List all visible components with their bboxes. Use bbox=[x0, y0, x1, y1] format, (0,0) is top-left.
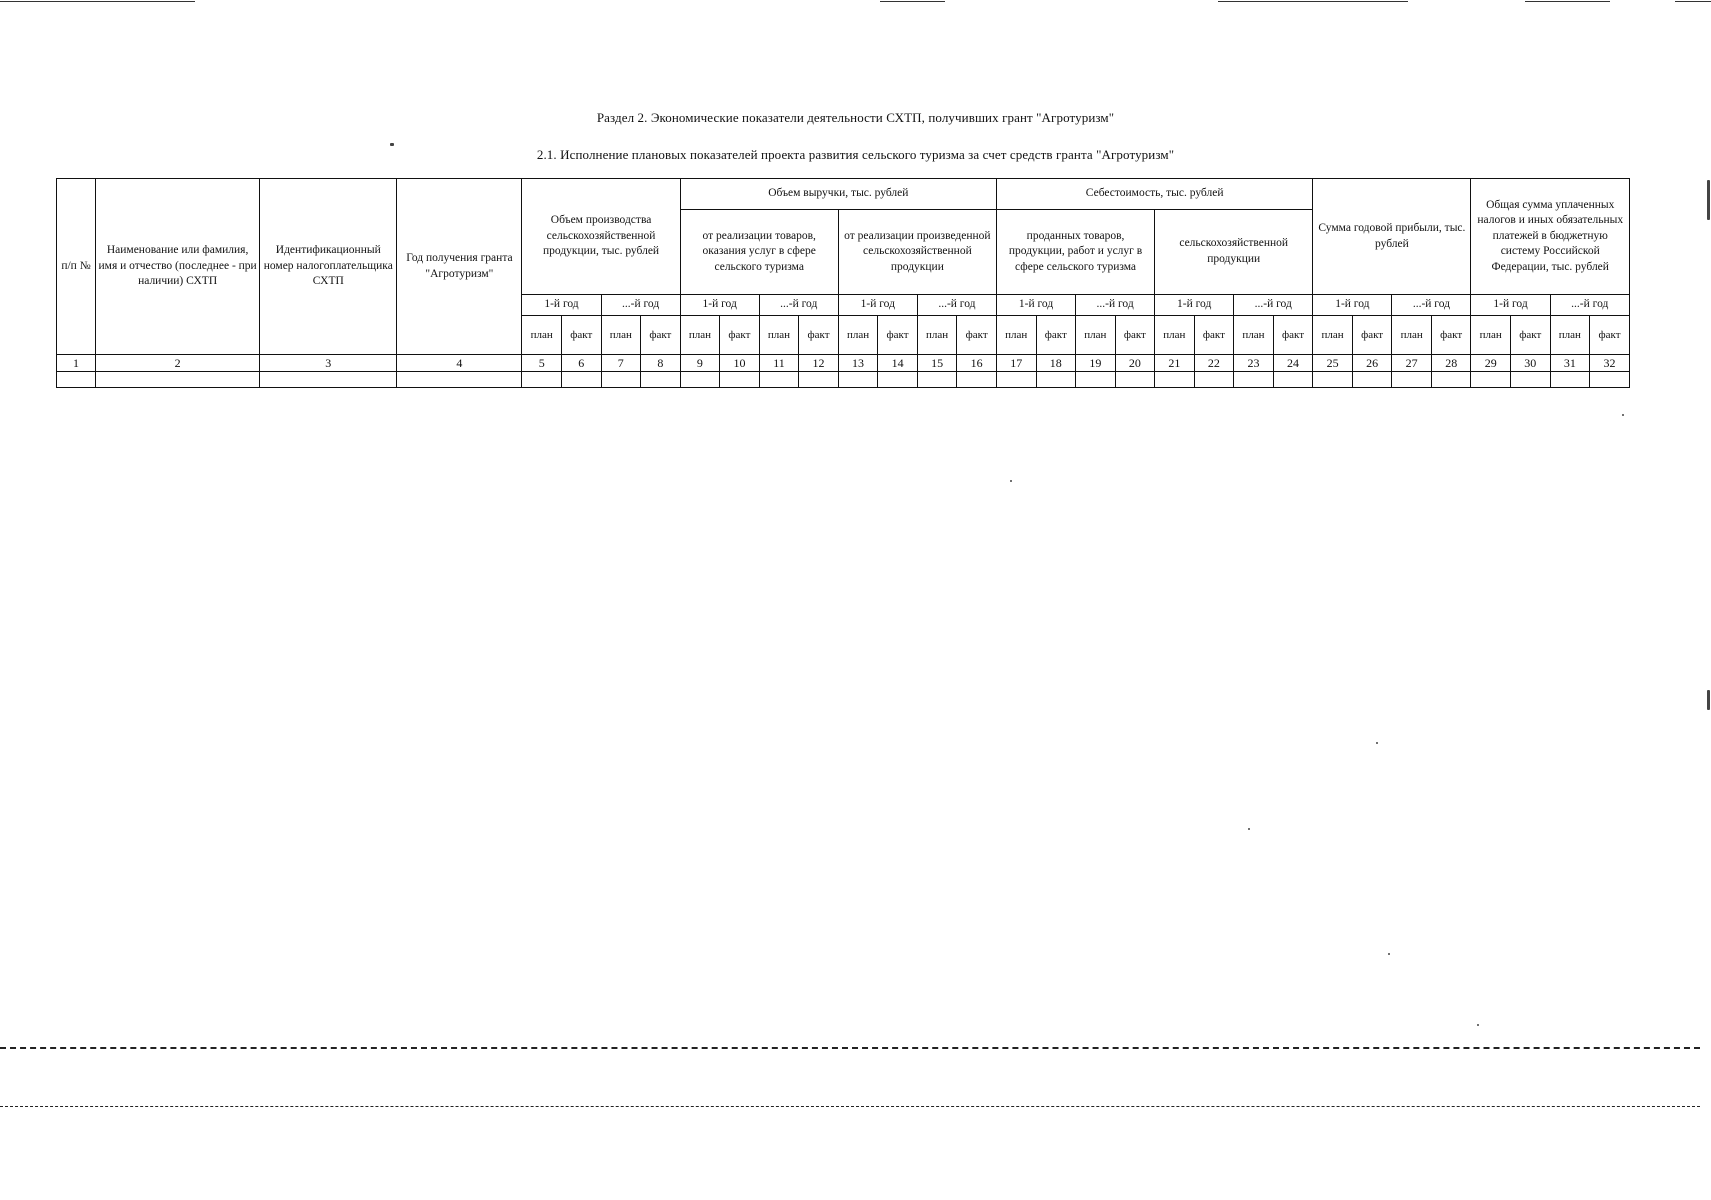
scan-artifact bbox=[0, 1, 195, 2]
empty-data-row bbox=[57, 372, 1630, 388]
empty-cell bbox=[57, 372, 96, 388]
scan-artifact bbox=[0, 1047, 1700, 1049]
empty-cell bbox=[1352, 372, 1392, 388]
column-number: 10 bbox=[720, 355, 760, 372]
year-header: ...-й год bbox=[759, 295, 838, 316]
empty-cell bbox=[1550, 372, 1590, 388]
empty-cell bbox=[917, 372, 957, 388]
plan-header: план bbox=[1392, 316, 1432, 355]
empty-cell bbox=[799, 372, 839, 388]
plan-header: план bbox=[1471, 316, 1511, 355]
fact-header: факт bbox=[562, 316, 602, 355]
empty-cell bbox=[96, 372, 260, 388]
column-number: 2 bbox=[96, 355, 260, 372]
column-number: 28 bbox=[1431, 355, 1471, 372]
column-number: 16 bbox=[957, 355, 997, 372]
header-revenue: Объем выручки, тыс. рублей bbox=[680, 179, 996, 210]
column-number: 13 bbox=[838, 355, 878, 372]
scan-artifact bbox=[1622, 414, 1624, 416]
scan-artifact bbox=[1388, 953, 1390, 955]
year-header: ...-й год bbox=[1550, 295, 1629, 316]
fact-header: факт bbox=[1511, 316, 1551, 355]
column-number: 19 bbox=[1076, 355, 1116, 372]
scan-artifact bbox=[1376, 742, 1378, 744]
column-number: 17 bbox=[996, 355, 1036, 372]
empty-cell bbox=[838, 372, 878, 388]
plan-header: план bbox=[1076, 316, 1116, 355]
plan-header: план bbox=[838, 316, 878, 355]
empty-cell bbox=[1234, 372, 1274, 388]
indicators-table bbox=[56, 178, 1630, 388]
fact-header: факт bbox=[878, 316, 918, 355]
column-number: 24 bbox=[1273, 355, 1313, 372]
section-title: Раздел 2. Экономические показатели деятельности СХТП, получивших грант "Агротуризм" bbox=[596, 110, 1115, 125]
empty-cell bbox=[680, 372, 720, 388]
column-number: 3 bbox=[260, 355, 397, 372]
year-header: 1-й год bbox=[522, 295, 601, 316]
column-number: 12 bbox=[799, 355, 839, 372]
fact-header: факт bbox=[1590, 316, 1630, 355]
fact-header: факт bbox=[1352, 316, 1392, 355]
year-header: 1-й год bbox=[1155, 295, 1234, 316]
column-number: 22 bbox=[1194, 355, 1234, 372]
header-revenue-tourism: от реализации товаров, оказания услуг в сфере сельского туризма bbox=[680, 210, 838, 295]
column-number: 14 bbox=[878, 355, 918, 372]
column-number: 15 bbox=[917, 355, 957, 372]
column-number: 26 bbox=[1352, 355, 1392, 372]
scan-artifact bbox=[1707, 180, 1710, 220]
empty-cell bbox=[641, 372, 681, 388]
column-number: 9 bbox=[680, 355, 720, 372]
column-number: 31 bbox=[1550, 355, 1590, 372]
column-number: 1 bbox=[57, 355, 96, 372]
fact-header: факт bbox=[957, 316, 997, 355]
fact-header: факт bbox=[1036, 316, 1076, 355]
empty-cell bbox=[759, 372, 799, 388]
header-cost-agri: сельскохозяйственной продукции bbox=[1155, 210, 1313, 295]
column-number: 30 bbox=[1511, 355, 1551, 372]
scan-artifact bbox=[1010, 480, 1012, 482]
header-taxes: Общая сумма уплаченных налогов и иных обязательных платежей в бюджетную систему Российской Федерации, тыс. рублей bbox=[1471, 179, 1630, 295]
plan-header: план bbox=[1550, 316, 1590, 355]
plan-header: план bbox=[1313, 316, 1353, 355]
empty-cell bbox=[1392, 372, 1432, 388]
year-header: ...-й год bbox=[1234, 295, 1313, 316]
header-cost-tourism: проданных товаров, продукции, работ и услуг в сфере сельского туризма bbox=[996, 210, 1154, 295]
column-number: 18 bbox=[1036, 355, 1076, 372]
plan-header: план bbox=[522, 316, 562, 355]
column-number: 21 bbox=[1155, 355, 1195, 372]
empty-cell bbox=[1511, 372, 1551, 388]
empty-cell bbox=[1115, 372, 1155, 388]
fact-header: факт bbox=[1431, 316, 1471, 355]
fact-header: факт bbox=[720, 316, 760, 355]
subsection-title: 2.1. Исполнение плановых показателей проекта развития сельского туризма за счет средств гранта "Агротуризм" bbox=[536, 147, 1175, 162]
column-number: 29 bbox=[1471, 355, 1511, 372]
fact-header: факт bbox=[1115, 316, 1155, 355]
empty-cell bbox=[1155, 372, 1195, 388]
empty-cell bbox=[397, 372, 522, 388]
header-revenue-agri: от реализации произведенной сельскохозяйственной продукции bbox=[838, 210, 996, 295]
header-inn: Идентификационный номер налогоплательщика СХТП bbox=[260, 179, 397, 355]
plan-header: план bbox=[1234, 316, 1274, 355]
header-name: Наименование или фамилия, имя и отчество (последнее - при наличии) СХТП bbox=[96, 179, 260, 355]
scan-artifact bbox=[1248, 828, 1250, 830]
header-num: п/п № bbox=[57, 179, 96, 355]
empty-cell bbox=[720, 372, 760, 388]
header-grant-year: Год получения гранта "Агротуризм" bbox=[397, 179, 522, 355]
empty-cell bbox=[1076, 372, 1116, 388]
empty-cell bbox=[260, 372, 397, 388]
plan-header: план bbox=[1155, 316, 1195, 355]
empty-cell bbox=[522, 372, 562, 388]
year-header: 1-й год bbox=[680, 295, 759, 316]
scan-artifact bbox=[880, 1, 945, 2]
header-profit: Сумма годовой прибыли, тыс. рублей bbox=[1313, 179, 1471, 295]
column-number: 7 bbox=[601, 355, 641, 372]
fact-header: факт bbox=[799, 316, 839, 355]
scan-artifact bbox=[1218, 1, 1408, 2]
empty-cell bbox=[1194, 372, 1234, 388]
empty-cell bbox=[601, 372, 641, 388]
plan-header: план bbox=[680, 316, 720, 355]
scan-artifact bbox=[1525, 1, 1610, 2]
empty-cell bbox=[1431, 372, 1471, 388]
plan-header: план bbox=[759, 316, 799, 355]
scan-artifact bbox=[1675, 1, 1711, 2]
year-header: 1-й год bbox=[1471, 295, 1550, 316]
column-number: 4 bbox=[397, 355, 522, 372]
scan-artifact bbox=[1707, 690, 1710, 710]
year-header: 1-й год bbox=[1313, 295, 1392, 316]
column-number: 11 bbox=[759, 355, 799, 372]
empty-cell bbox=[996, 372, 1036, 388]
empty-cell bbox=[878, 372, 918, 388]
scan-artifact bbox=[0, 1106, 1700, 1107]
fact-header: факт bbox=[1194, 316, 1234, 355]
empty-cell bbox=[1273, 372, 1313, 388]
year-header: ...-й год bbox=[1076, 295, 1155, 316]
empty-cell bbox=[957, 372, 997, 388]
header-production: Объем производства сельскохозяйственной продукции, тыс. рублей bbox=[522, 179, 680, 295]
year-header: ...-й год bbox=[1392, 295, 1471, 316]
empty-cell bbox=[1590, 372, 1630, 388]
column-number: 27 bbox=[1392, 355, 1432, 372]
fact-header: факт bbox=[641, 316, 681, 355]
year-header: 1-й год bbox=[838, 295, 917, 316]
header-cost: Себестоимость, тыс. рублей bbox=[996, 179, 1312, 210]
empty-cell bbox=[562, 372, 602, 388]
plan-header: план bbox=[601, 316, 641, 355]
plan-header: план bbox=[917, 316, 957, 355]
empty-cell bbox=[1313, 372, 1353, 388]
column-number: 6 bbox=[562, 355, 602, 372]
column-number: 8 bbox=[641, 355, 681, 372]
column-number: 25 bbox=[1313, 355, 1353, 372]
year-header: ...-й год bbox=[917, 295, 996, 316]
column-number: 20 bbox=[1115, 355, 1155, 372]
scan-artifact bbox=[390, 143, 394, 146]
column-number: 32 bbox=[1590, 355, 1630, 372]
column-number: 23 bbox=[1234, 355, 1274, 372]
year-header: 1-й год bbox=[996, 295, 1075, 316]
scan-artifact bbox=[1477, 1024, 1479, 1026]
year-header: ...-й год bbox=[601, 295, 680, 316]
empty-cell bbox=[1471, 372, 1511, 388]
empty-cell bbox=[1036, 372, 1076, 388]
column-number: 5 bbox=[522, 355, 562, 372]
plan-header: план bbox=[996, 316, 1036, 355]
fact-header: факт bbox=[1273, 316, 1313, 355]
